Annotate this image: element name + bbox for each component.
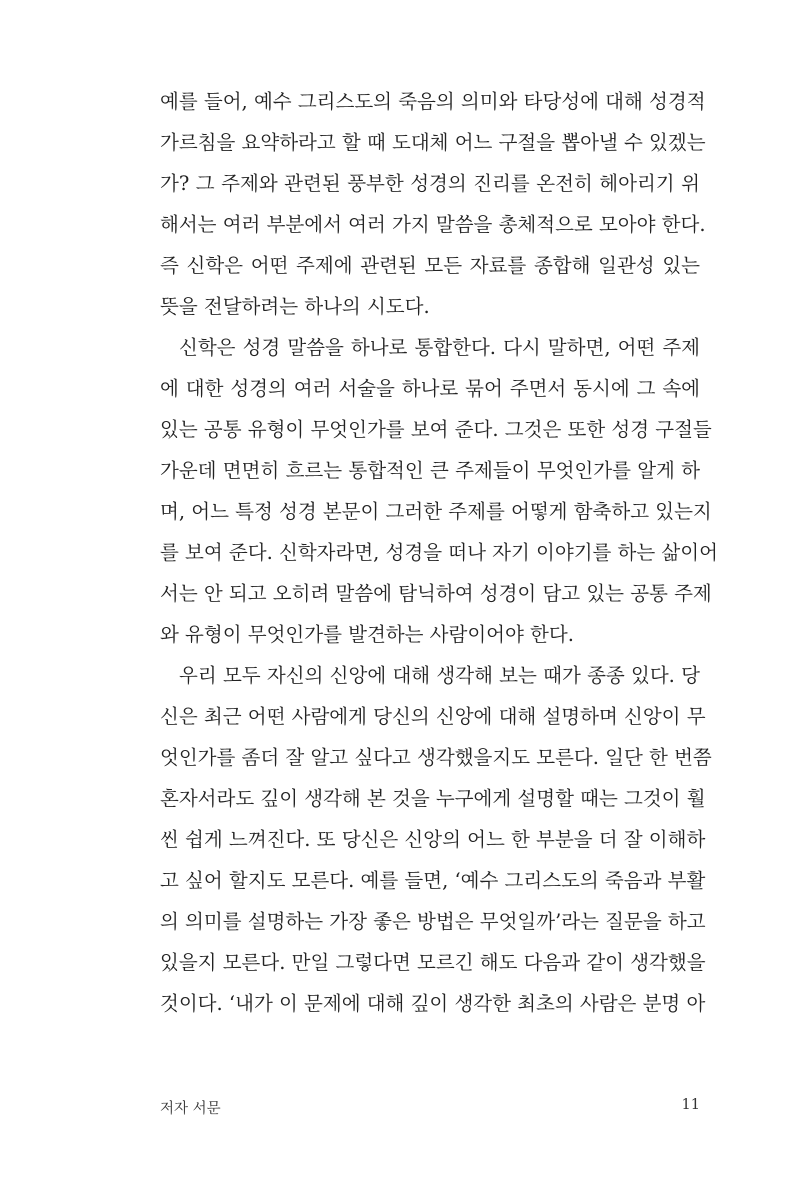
text-line: 씬 쉽게 느껴진다. 또 당신은 신앙의 어느 한 부분을 더 잘 이해하 xyxy=(160,828,706,851)
text-line: 에 대한 성경의 여러 서술을 하나로 묶어 주면서 동시에 그 속에 xyxy=(160,377,700,400)
text-line: 신은 최근 어떤 사람에게 당신의 신앙에 대해 설명하며 신앙이 무 xyxy=(160,705,706,728)
text-line: 있는 공통 유형이 무엇인가를 보여 준다. 그것은 또한 성경 구절들 xyxy=(160,418,712,441)
text-line: 가? 그 주제와 관련된 풍부한 성경의 진리를 온전히 헤아리기 위 xyxy=(160,172,700,195)
text-line: 와 유형이 무엇인가를 발견하는 사람이어야 한다. xyxy=(160,623,574,646)
text-line: 의 의미를 설명하는 가장 좋은 방법은 무엇일까’라는 질문을 하고 xyxy=(160,910,706,933)
text-line: 우리 모두 자신의 신앙에 대해 생각해 보는 때가 종종 있다. 당 xyxy=(179,664,700,687)
text-line: 있을지 모른다. 만일 그렇다면 모르긴 해도 다음과 같이 생각했을 xyxy=(160,951,706,974)
text-line: 것이다. ‘내가 이 문제에 대해 깊이 생각한 최초의 사람은 분명 아 xyxy=(160,992,706,1015)
text-line: 혼자서라도 깊이 생각해 본 것을 누구에게 설명할 때는 그것이 훨 xyxy=(160,787,706,810)
text-line: 가운데 면면히 흐르는 통합적인 큰 주제들이 무엇인가를 알게 하 xyxy=(160,459,700,482)
text-line: 를 보여 준다. 신학자라면, 성경을 떠나 자기 이야기를 하는 삶이어 xyxy=(160,541,718,564)
running-title: 저자 서문 xyxy=(160,1101,221,1117)
text-line: 해서는 여러 부분에서 여러 가지 말씀을 총체적으로 모아야 한다. xyxy=(160,213,706,236)
text-line: 신학은 성경 말씀을 하나로 통합한다. 다시 말하면, 어떤 주제 xyxy=(179,336,700,359)
page-number: 11 xyxy=(681,1097,700,1113)
text-line: 고 싶어 할지도 모른다. 예를 들면, ‘예수 그리스도의 죽음과 부활 xyxy=(160,869,706,892)
text-line: 서는 안 되고 오히려 말씀에 탐닉하여 성경이 담고 있는 공통 주제 xyxy=(160,582,712,605)
text-line: 뜻을 전달하려는 하나의 시도다. xyxy=(160,295,430,318)
text-line: 며, 어느 특정 성경 본문이 그러한 주제를 어떻게 함축하고 있는지 xyxy=(160,500,712,523)
text-line: 즉 신학은 어떤 주제에 관련된 모든 자료를 종합해 일관성 있는 xyxy=(160,254,700,277)
text-line: 엇인가를 좀더 잘 알고 싶다고 생각했을지도 모른다. 일단 한 번쯤 xyxy=(160,746,712,769)
text-line: 가르침을 요약하라고 할 때 도대체 어느 구절을 뽑아낼 수 있겠는 xyxy=(160,131,706,154)
text-line: 예를 들어, 예수 그리스도의 죽음의 의미와 타당성에 대해 성경적 xyxy=(160,90,706,113)
